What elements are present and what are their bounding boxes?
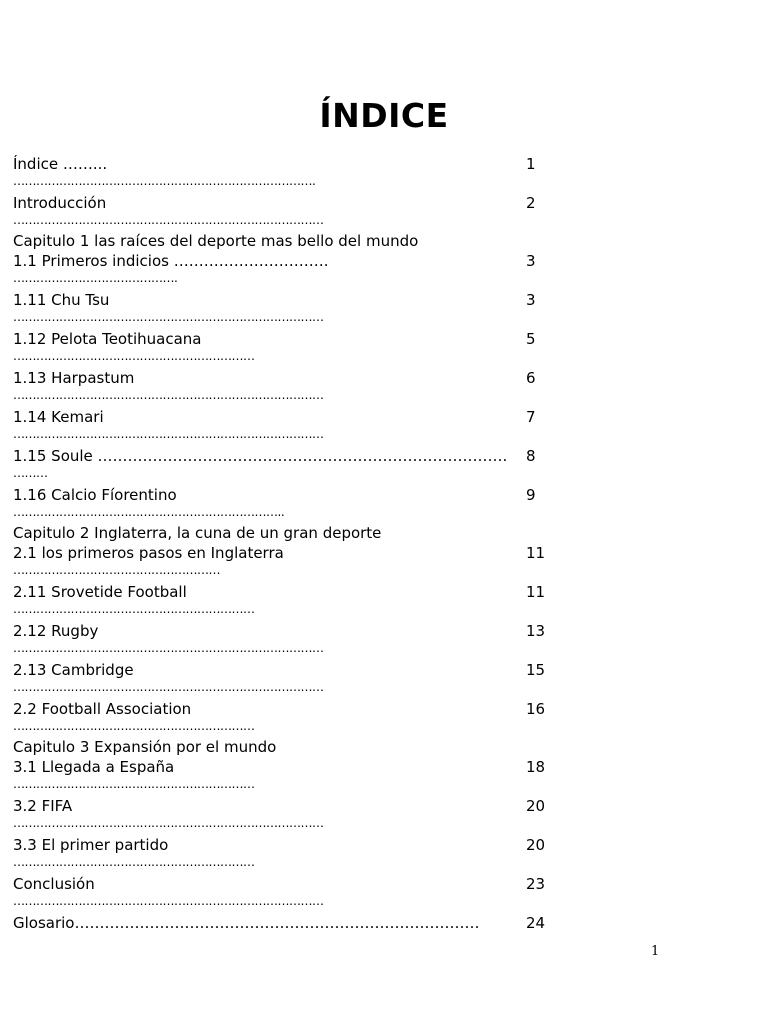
toc-chapter-heading: Capitulo 2 Inglaterra, la cuna de un gran deporte (13, 524, 382, 542)
toc-entry-label: Glosario……………………………………………………………………… (13, 914, 480, 932)
toc-entry[interactable] (13, 485, 553, 524)
toc-entry-label: 2.13 Cambridge (13, 661, 134, 679)
toc-entry-leader: ……………………………………………………………………… (13, 388, 324, 402)
toc-entry-leader: ……… (13, 466, 48, 480)
toc-entry-label: Índice ……... (13, 155, 108, 173)
toc-entry-leader: …………………………………………………………….. (13, 505, 285, 519)
toc-entry-label: 1.11 Chu Tsu (13, 291, 110, 309)
toc-entry-label: Introducción (13, 194, 107, 212)
page-number: 1 (651, 944, 660, 959)
toc-entry-label: 1.12 Pelota Teotihuacana (13, 330, 202, 348)
toc-entry-page: 13 (526, 622, 546, 640)
toc-entry-page: 20 (526, 836, 546, 854)
toc-entry-label: 2.12 Rugby (13, 622, 99, 640)
toc-entry-label: 2.2 Football Association (13, 700, 192, 718)
toc-entry[interactable] (13, 251, 553, 290)
toc-entry-leader: ……………………………………………………………………. (13, 174, 316, 188)
toc-entry-label: 3.2 FIFA (13, 797, 73, 815)
toc-chapter-heading: Capitulo 3 Expansión por el mundo (13, 738, 277, 756)
toc-entry-label: 3.1 Llegada a España (13, 758, 175, 776)
toc-entry-page: 3 (526, 252, 536, 270)
toc-entry-page: 2 (526, 194, 536, 212)
toc-entry-page: 15 (526, 661, 546, 679)
toc-entry[interactable] (13, 796, 553, 835)
toc-entry-label: 1.1 Primeros indicios …………………………. (13, 252, 329, 270)
toc-entry-page: 24 (526, 914, 546, 932)
toc-entry-leader: ……………………………………………………………………… (13, 641, 324, 655)
toc-entry-page: 1 (526, 155, 536, 173)
toc-entry-leader: ……………………………………………………………………… (13, 427, 324, 441)
toc-entry[interactable] (13, 543, 553, 582)
toc-entry-label: 2.1 los primeros pasos en Inglaterra (13, 544, 284, 562)
toc-entry-leader: ……………………………………………………… (13, 719, 255, 733)
toc-entry-page: 8 (526, 447, 536, 465)
toc-entry-leader: ……………………………………………………………………… (13, 310, 324, 324)
toc-entry-leader: ……………………………………………………… (13, 777, 255, 791)
toc-entry[interactable] (13, 621, 553, 660)
toc-entry-label: 1.14 Kemari (13, 408, 104, 426)
toc-entry[interactable] (13, 154, 553, 193)
toc-entry[interactable] (13, 660, 553, 699)
toc-entry-label: 3.3 El primer partido (13, 836, 169, 854)
toc-entry[interactable] (13, 913, 553, 952)
toc-entry[interactable] (13, 757, 553, 796)
toc-entry-page: 6 (526, 369, 536, 387)
toc-entry-leader: ……………………………………………………… (13, 602, 255, 616)
toc-chapter-heading: Capitulo 1 las raíces del deporte mas bello del mundo (13, 232, 419, 250)
toc-entry[interactable] (13, 368, 553, 407)
toc-entry-leader: ……………………………………………………………………… (13, 894, 324, 908)
toc-entry[interactable] (13, 290, 553, 329)
toc-entry-leader: ……………………………………………… (13, 563, 220, 577)
toc-entry-page: 16 (526, 700, 546, 718)
toc-entry-page: 18 (526, 758, 546, 776)
page-title: ÍNDICE (319, 96, 449, 135)
toc-entry[interactable] (13, 835, 553, 874)
toc-entry-label: 1.13 Harpastum (13, 369, 135, 387)
toc-entry-label: 2.11 Srovetide Football (13, 583, 187, 601)
toc-entry-leader: ……………………………………. (13, 271, 178, 285)
toc-entry-label: Conclusión (13, 875, 95, 893)
toc-entry-page: 3 (526, 291, 536, 309)
toc-entry[interactable] (13, 329, 553, 368)
toc-entry-label: 1.16 Calcio Fíorentino (13, 486, 177, 504)
toc-entry-leader: ……………………………………………………………………… (13, 680, 324, 694)
toc-entry[interactable] (13, 193, 553, 232)
toc-entry-leader: ……………………………………………………………………… (13, 213, 324, 227)
toc-entry[interactable] (13, 874, 553, 913)
toc-entry-page: 9 (526, 486, 536, 504)
toc-entry-leader: ……………………………………………………… (13, 855, 255, 869)
toc-entry-page: 5 (526, 330, 536, 348)
toc-entry-leader: ……………………………………………………… (13, 349, 255, 363)
toc-entry[interactable] (13, 407, 553, 446)
toc-entry-page: 11 (526, 544, 546, 562)
toc-entry-leader: ……………………………………………………………………… (13, 816, 324, 830)
toc-entry[interactable] (13, 582, 553, 621)
toc-entry[interactable] (13, 699, 553, 738)
toc-entry-page: 23 (526, 875, 546, 893)
toc-entry-page: 11 (526, 583, 546, 601)
table-of-contents (13, 154, 553, 952)
toc-entry-page: 7 (526, 408, 536, 426)
toc-entry-label: 1.15 Soule ………………………………………………………………………. (13, 447, 508, 465)
toc-entry[interactable] (13, 446, 553, 485)
toc-entry-page: 20 (526, 797, 546, 815)
